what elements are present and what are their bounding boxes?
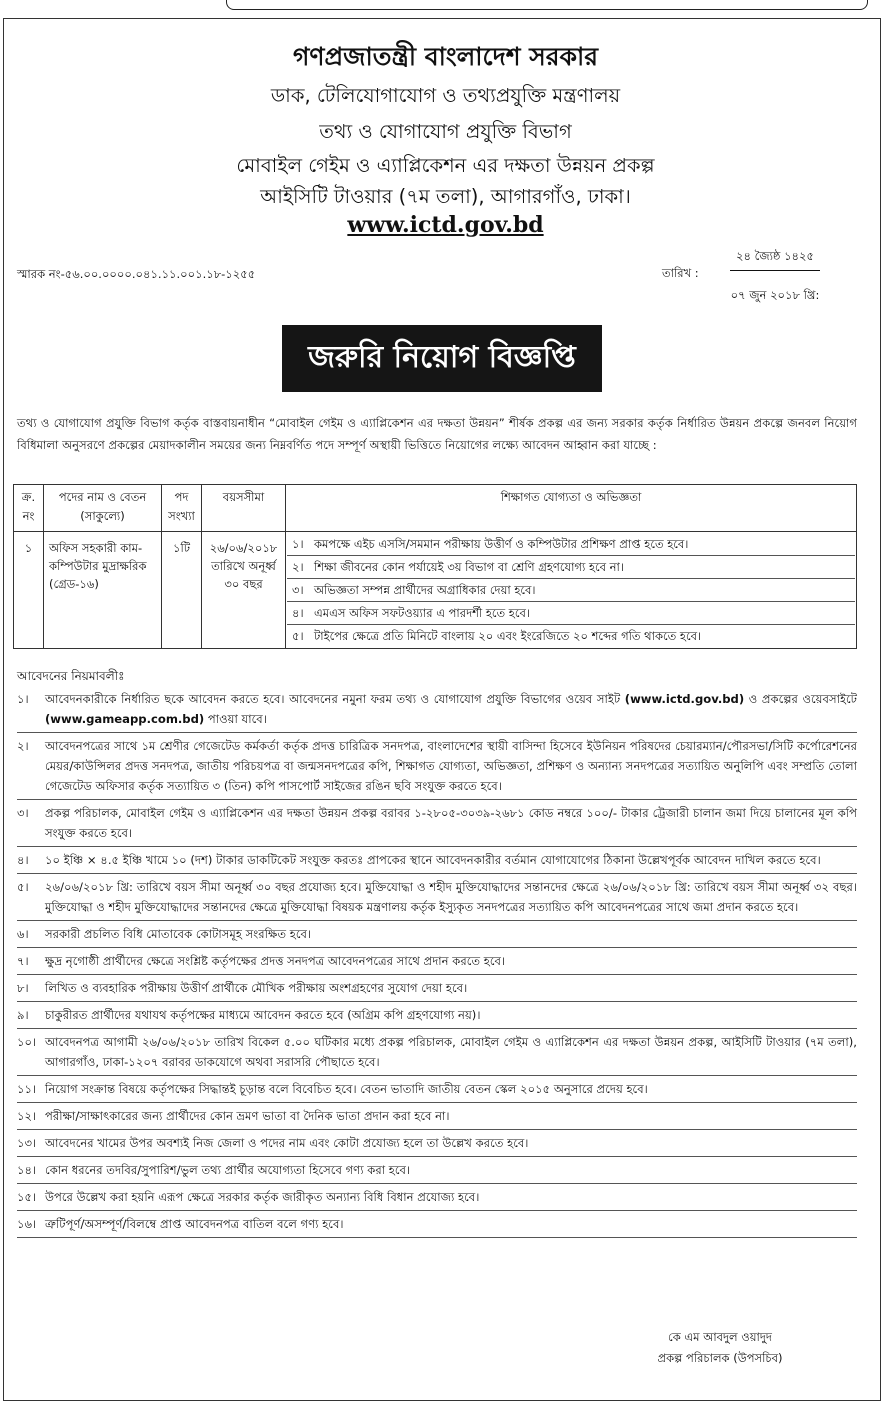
rule-number: ১১। xyxy=(17,1082,37,1096)
cell-age xyxy=(202,532,286,649)
date-label: তারিখ : xyxy=(662,266,699,280)
rule-item xyxy=(17,733,857,800)
rule-number: ১৪। xyxy=(17,1163,37,1177)
rule-item xyxy=(17,800,857,847)
office-address: আইসিটি টাওয়ার (৭ম তলা), আগারগাঁও, ঢাকা। xyxy=(260,185,631,208)
rule-text: নিয়োগ সংক্রান্ত বিষয়ে কর্তৃপক্ষের সিদ্ধান্তই চূড়ান্ত বলে বিবেচিত হবে। বেতন ভাতাদি জাতীয় বেতন স্কেল ২০১৫ অনুসারে প্রদেয় হবে। xyxy=(45,1082,648,1096)
qualification-item xyxy=(287,556,855,579)
qualification-number: ৫। xyxy=(292,629,304,643)
rule-number: ৭। xyxy=(17,954,29,968)
notice-banner-text: জরুরি নিয়োগ বিজ্ঞপ্তি xyxy=(308,340,576,375)
govt-title: গণপ্রজাতন্ত্রী বাংলাদেশ সরকার xyxy=(293,42,598,71)
header-count: পদ সংখ্যা xyxy=(162,485,202,532)
age-value: ২৬/০৬/২০১৮ তারিখে অনূর্ধ্ব ৩০ বছর xyxy=(209,541,278,591)
qualification-list xyxy=(287,533,855,647)
rule-item xyxy=(17,1130,857,1157)
rule-item xyxy=(17,1076,857,1103)
rule-item xyxy=(17,921,857,948)
cell-post xyxy=(44,532,162,649)
rule-text: ত্রুটিপূর্ণ/অসম্পূর্ণ/বিলম্বে প্রাপ্ত আবেদনপত্র বাতিল বলে গণ্য হবে। xyxy=(45,1217,344,1231)
rule-number: ৯। xyxy=(17,1008,29,1022)
rule-text: ২৬/০৬/২০১৮ খ্রি: তারিখে বয়স সীমা অনূর্ধ্ব ৩০ বছর প্রযোজ্য হবে। মুক্তিযোদ্ধা ও শহীদ মুক্তিযোদ্ধাদের সন্তানদের ক্ষেত্রে ২৬/০৬/২০১৮ খ্রি: তারিখে বয়স সীমা অনূর্ধ্ব ৩২ বছর। মুক্তিযোদ্ধা ও শহীদ মুক্তিযোদ্ধাদের সন্তানদের ক্ষেত্রে মুক্তিযোদ্ধা বিষয়ক মন্ত্রণালয় কর্তৃক ইস্যুকৃত সনদপত্রের সত্যায়িত কপি আবেদনপত্রের সাথে জমা প্রদান করতে হবে। xyxy=(45,880,857,914)
rule-number: ১২। xyxy=(17,1109,37,1123)
rules-heading: আবেদনের নিয়মাবলীঃ xyxy=(17,669,125,683)
division-name: তথ্য ও যোগাযোগ প্রযুক্তি বিভাগ xyxy=(319,120,572,143)
rule-item xyxy=(17,847,857,874)
rule-text: কোন ধরনের তদবির/সুপারিশ/ভুল তথ্য প্রার্থীর অযোগ্যতা হিসেবে গণ্য করা হবে। xyxy=(45,1163,411,1177)
rule-text: সরকারী প্রচলিত বিধি মোতাবেক কোটাসমূহ সংরক্ষিত হবে। xyxy=(45,927,312,941)
qualification-text: শিক্ষা জীবনের কোন পর্যায়েই ৩য় বিভাগ বা শ্রেণি গ্রহণযোগ্য হবে না। xyxy=(314,560,624,574)
qualification-text: অভিজ্ঞতা সম্পন্ন প্রার্থীদের অগ্রাধিকার দেয়া হবে। xyxy=(314,583,536,597)
cell-count xyxy=(162,532,202,649)
date-bangla: ২৪ জ্যৈষ্ঠ ১৪২৫ xyxy=(730,248,820,271)
rule-number: ৮। xyxy=(17,981,29,995)
qualification-item xyxy=(287,579,855,602)
header-qualification: শিক্ষাগত যোগ্যতা ও অভিজ্ঞতা xyxy=(286,485,857,532)
post-value: অফিস সহকারী কাম-কম্পিউটার মুদ্রাক্ষরিক (গ্রেড-১৬) xyxy=(49,541,147,591)
qualification-text: টাইপের ক্ষেত্রে প্রতি মিনিটে বাংলায় ২০ এবং ইংরেজিতে ২০ শব্দের গতি থাকতে হবে। xyxy=(314,629,702,643)
rule-text: আবেদনের খামের উপর অবশ্যই নিজ জেলা ও পদের নাম এবং কোটা প্রযোজ্য হলে তা উল্লেখ করতে হবে। xyxy=(45,1136,529,1150)
post-table xyxy=(13,484,857,649)
rules-list xyxy=(17,686,857,1238)
rule-text: ১০ ইঞ্চি × ৪.৫ ইঞ্চি খামে ১০ (দশ) টাকার ডাকটিকেট সংযুক্ত করতঃ প্রাপকের স্থানে আবেদনকারীর বর্তমান যোগাযোগের ঠিকানা উল্লেখপূর্বক আবেদন দাখিল করতে হবে। xyxy=(45,853,821,867)
rule-text: লিখিত ও ব্যবহারিক পরীক্ষায় উত্তীর্ণ প্রার্থীকে মৌখিক পরীক্ষায় অংশগ্রহণের সুযোগ দেয়া হবে। xyxy=(45,981,468,995)
rule-number: ১৫। xyxy=(17,1190,37,1204)
rule-number: ৪। xyxy=(17,853,29,867)
table-header-row xyxy=(14,485,857,532)
rule-text: ক্ষুদ্র নৃগোষ্ঠী প্রার্থীদের ক্ষেত্রে সংশ্লিষ্ট কর্তৃপক্ষের প্রদত্ত সনদপত্র আবেদনপত্রের সাথে প্রদান করতে হবে। xyxy=(45,954,506,968)
header-post: পদের নাম ও বেতন (সাকুল্যে) xyxy=(44,485,162,532)
rule-text: পরীক্ষা/সাক্ষাৎকারের জন্য প্রার্থীদের কোন ভ্রমণ ভাতা বা দৈনিক ভাতা প্রদান করা হবে না। xyxy=(45,1109,450,1123)
rule-item xyxy=(17,874,857,921)
rule-text: আবেদনপত্রের সাথে ১ম শ্রেণীর গেজেটেড কর্মকর্তা কর্তৃক প্রদত্ত চারিত্রিক সনদপত্র, বাংলাদেশের স্থায়ী বাসিন্দা হিসেবে ইউনিয়ন পরিষদের চেয়ারম্যান/পৌরসভা/সিটি কর্পোরেশনের মেয়র/কাউন্সিলর প্রদত্ত সনদপত্র, জাতীয় পরিচয়পত্র বা জন্মসনদপত্রের কপি, শিক্ষাগত যোগ্যতা, অভিজ্ঞতা, প্রশিক্ষণ ও অন্যান্য সনদপত্রের সত্যায়িত অনুলিপি এবং সম্প্রতি তোলা গেজেটেড অফিসার কর্তৃক সত্যায়িত ৩ (তিন) কপি পাসপোর্ট সাইজের রঙিন ছবি সংযুক্ত করতে হবে। xyxy=(45,739,857,793)
rule-item xyxy=(17,1103,857,1130)
qualification-text: কমপক্ষে এইচ এসসি/সমমান পরীক্ষায় উত্তীর্ণ ও কম্পিউটার প্রশিক্ষণ প্রাপ্ত হতে হবে। xyxy=(314,537,689,551)
rule-number: ১৩। xyxy=(17,1136,37,1150)
rule-item xyxy=(17,975,857,1002)
rule-number: ১০। xyxy=(17,1035,37,1049)
qualification-text: এমএস অফিস সফটওয়্যার এ পারদর্শী হতে হবে। xyxy=(314,606,530,620)
header-age: বয়সসীমা xyxy=(202,485,286,532)
rule-item xyxy=(17,948,857,975)
qualification-item xyxy=(287,625,855,647)
memo-number: স্মারক নং-৫৬.০০.০০০০.০৪১.১১.০০১.১৮-১২৫৫ xyxy=(17,267,256,281)
rule-text: চাকুরীরত প্রার্থীদের যথাযথ কর্তৃপক্ষের মাধ্যমে আবেদন করতে হবে (অগ্রিম কপি গ্রহণযোগ্য নয়)। xyxy=(45,1008,481,1022)
rule-number: ১। xyxy=(17,692,29,706)
top-frame-box xyxy=(226,0,868,10)
count-value: ১টি xyxy=(172,541,191,555)
header-serial: ক্র. নং xyxy=(14,485,44,532)
cell-serial xyxy=(14,532,44,649)
ministry-name: ডাক, টেলিযোগাযোগ ও তথ্যপ্রযুক্তি মন্ত্রণালয় xyxy=(270,84,621,107)
notice-banner xyxy=(282,325,602,392)
rule-text: প্রকল্প পরিচালক, মোবাইল গেইম ও এ্যাপ্লিকেশন এর দক্ষতা উন্নয়ন প্রকল্প বরাবর ১-২৮০৫-৩০৩৯-২৬৮১ কোড নম্বরে ১০০/- টাকার ট্রেজারী চালান জমা দিয়ে চালানের মূল কপি সংযুক্ত করতে হবে। xyxy=(45,806,857,840)
rule-number: ৬। xyxy=(17,927,29,941)
qualification-number: ৪। xyxy=(292,606,304,620)
rule-item xyxy=(17,1157,857,1184)
rule-text: উপরে উল্লেখ করা হয়নি এরূপ ক্ষেত্রে সরকার কর্তৃক জারীকৃত অন্যান্য বিধি বিধান প্রযোজ্য হবে। xyxy=(45,1190,480,1204)
rule-item xyxy=(17,1211,857,1238)
rule-item xyxy=(17,686,857,733)
rule-item xyxy=(17,1002,857,1029)
signatory-title: প্রকল্প পরিচালক (উপসচিব) xyxy=(657,1351,783,1365)
rule-item xyxy=(17,1184,857,1211)
rule-number: ১৬। xyxy=(17,1217,37,1231)
rule-text: আবেদনপত্র আগামী ২৬/০৬/২০১৮ তারিখ বিকেল ৫.০০ ঘটিকার মধ্যে প্রকল্প পরিচালক, মোবাইল গেইম ও এ্যাপ্লিকেশন এর দক্ষতা উন্নয়ন প্রকল্প, আইসিটি টাওয়ার (৭ম তলা), আগারগাঁও, ঢাকা-১২০৭ বরাবর ডাকযোগে অথবা সরাসরি পৌছাতে হবে। xyxy=(45,1035,857,1069)
serial-value: ১ xyxy=(24,541,33,555)
cell-qualifications xyxy=(286,532,857,649)
website-link[interactable]: www.ictd.gov.bd xyxy=(347,212,544,238)
table-row xyxy=(14,532,857,649)
rule-item xyxy=(17,1029,857,1076)
rule-number: ৫। xyxy=(17,880,29,894)
project-name: মোবাইল গেইম ও এ্যাপ্লিকেশন এর দক্ষতা উন্নয়ন প্রকল্প xyxy=(236,154,655,177)
qualification-number: ১। xyxy=(292,537,304,551)
qualification-item xyxy=(287,533,855,556)
signature-block xyxy=(615,1327,825,1369)
qualification-item xyxy=(287,602,855,625)
date-gregorian: ০৭ জুন ২০১৮ খ্রি: xyxy=(730,288,820,302)
signatory-name: কে এম আবদুল ওয়াদুদ xyxy=(668,1330,772,1344)
qualification-number: ২। xyxy=(292,560,304,574)
qualification-number: ৩। xyxy=(292,583,304,597)
intro-paragraph: তথ্য ও যোগাযোগ প্রযুক্তি বিভাগ কর্তৃক বাস্তবায়নাধীন “মোবাইল গেইম ও এ্যাপ্লিকেশন এর দক্ষতা উন্নয়ন” শীর্ষক প্রকল্প এর জন্য সরকার কর্তৃক নির্ধারিত উন্নয়ন প্রকল্পে জনবল নিয়োগ বিধিমালা অনুসরণে প্রকল্পের মেয়াদকালীন সময়ের জন্য নিম্নবর্ণিত পদে সম্পূর্ণ অস্থায়ী ভিত্তিতে নিয়োগের লক্ষ্যে আবেদন আহ্বান করা যাচ্ছে : xyxy=(17,416,857,452)
rule-text: আবেদনকারীকে নির্ধারিত ছকে আবেদন করতে হবে। আবেদনের নমুনা ফরম তথ্য ও যোগাযোগ প্রযুক্তি বিভাগের ওয়েব সাইট (www.ictd.gov.bd) ও প্রকল্পের ওয়েবসাইটে (www.gameapp.com.bd) পাওয়া যাবে। xyxy=(45,692,857,726)
rule-number: ২। xyxy=(17,739,29,753)
rule-number: ৩। xyxy=(17,806,29,820)
